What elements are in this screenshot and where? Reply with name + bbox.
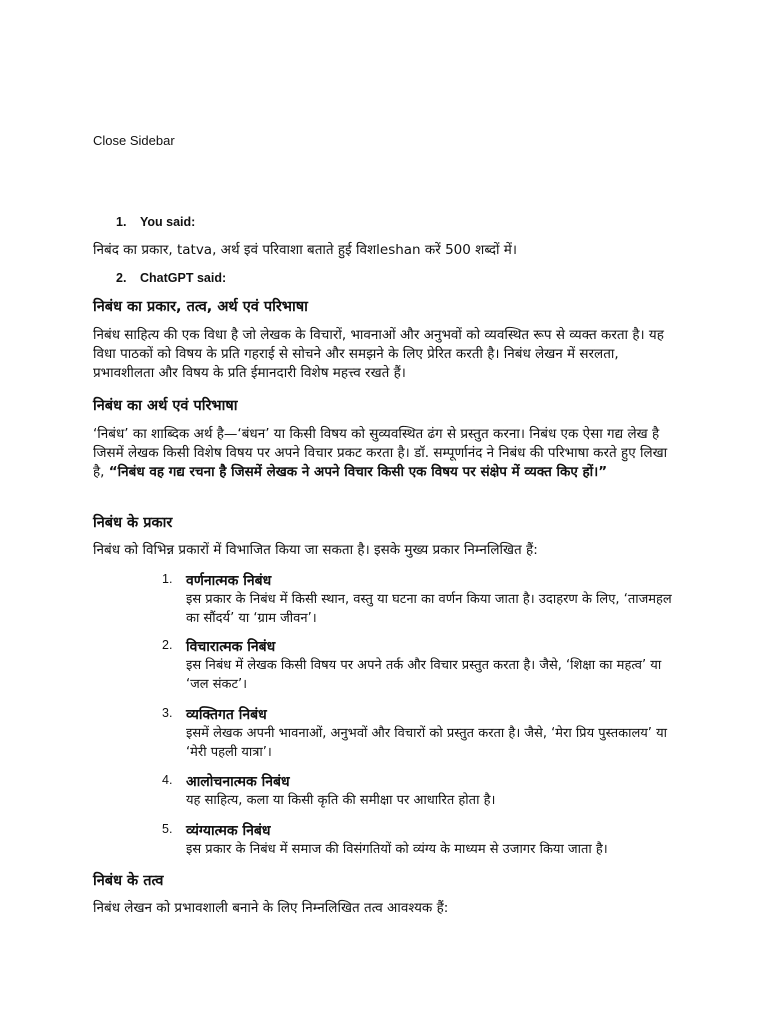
assistant-turn-number: 2. <box>116 271 127 285</box>
list-item-number: 2. <box>162 638 173 652</box>
list-item-title: व्यंग्यात्मक निबंध <box>186 823 271 839</box>
list-item-number: 3. <box>162 706 173 720</box>
user-message: निबंद का प्रकार, tatva, अर्थ इवं परिवाशा बताते हुई विशleshan करें 500 शब्दों में। <box>93 242 517 258</box>
list-item-number: 5. <box>162 822 173 836</box>
elements-heading: निबंध के तत्व <box>93 873 164 889</box>
list-item-title: विचारात्मक निबंध <box>186 639 276 655</box>
user-turn-number: 1. <box>116 215 127 229</box>
assistant-turn-speaker: ChatGPT said: <box>140 271 227 285</box>
types-heading: निबंध के प्रकार <box>93 515 173 531</box>
list-item-description: इस प्रकार के निबंध में किसी स्थान, वस्तु या घटना का वर्णन किया जाता है। उदाहरण के लिए, ‘ताजमहल का सौंदर्य’ या ‘ग्राम जीवन’। <box>186 592 672 626</box>
assistant-turn-label <box>116 271 226 285</box>
list-item-number: 4. <box>162 773 173 787</box>
meaning-paragraph <box>93 425 673 482</box>
list-item-description: यह साहित्य, कला या किसी कृति की समीक्षा पर आधारित होता है। <box>186 793 496 808</box>
list-item-title: व्यक्तिगत निबंध <box>186 707 267 723</box>
list-item-description: इस निबंध में लेखक किसी विषय पर अपने तर्क और विचार प्रस्तुत करता है। जैसे, ‘शिक्षा का महत्व’ या ‘जल संकट’। <box>186 658 662 692</box>
elements-intro: निबंध लेखन को प्रभावशाली बनाने के लिए निम्नलिखित तत्व आवश्यक हैं: <box>93 900 449 916</box>
list-item-title: आलोचनात्मक निबंध <box>186 774 290 790</box>
user-turn-label <box>116 215 195 229</box>
meaning-heading: निबंध का अर्थ एवं परिभाषा <box>93 398 238 414</box>
list-item-description: इसमें लेखक अपनी भावनाओं, अनुभवों और विचारों को प्रस्तुत करता है। जैसे, ‘मेरा प्रिय पुस्तकालय’ या ‘मेरी पहली यात्रा’। <box>186 726 667 760</box>
article-title: निबंध का प्रकार, तत्व, अर्थ एवं परिभाषा <box>93 299 308 315</box>
meaning-text: ‘निबंध’ का शाब्दिक अर्थ है—‘बंधन’ या किसी विषय को सुव्यवस्थित ढंग से प्रस्तुत करना। निबंध एक ऐसा गद्य लेख है जिसमें लेखक किसी विशेष विषय पर अपने विचार प्रकट करता है। डॉ. सम्पूर्णानंद ने निबंध की परिभाषा करते हुए लिखा है, <box>93 426 668 480</box>
types-intro: निबंध को विभिन्न प्रकारों में विभाजित किया जा सकता है। इसके मुख्य प्रकार निम्नलिखित हैं: <box>93 542 538 558</box>
list-item-description: इस प्रकार के निबंध में समाज की विसंगतियों को व्यंग्य के माध्यम से उजागर किया जाता है। <box>186 842 608 857</box>
list-item-number: 1. <box>162 572 173 586</box>
meaning-quote: “निबंध वह गद्य रचना है जिसमें लेखक ने अपने विचार किसी एक विषय पर संक्षेप में व्यक्त किए हों।” <box>108 464 608 480</box>
user-turn-speaker: You said: <box>140 215 196 229</box>
article-intro: निबंध साहित्य की एक विधा है जो लेखक के विचारों, भावनाओं और अनुभवों को व्यवस्थित रूप से व्यक्त करता है। यह विधा पाठकों को विषय के प्रति गहराई से सोचने और समझने के लिए प्रेरित करती है। निबंध लेखन में सरलता, प्रभावशीलता और विषय के प्रति ईमानदारी विशेष महत्त्व रखते हैं। <box>93 327 664 381</box>
close-sidebar-link[interactable]: Close Sidebar <box>93 133 175 148</box>
list-item-title: वर्णनात्मक निबंध <box>186 573 272 589</box>
